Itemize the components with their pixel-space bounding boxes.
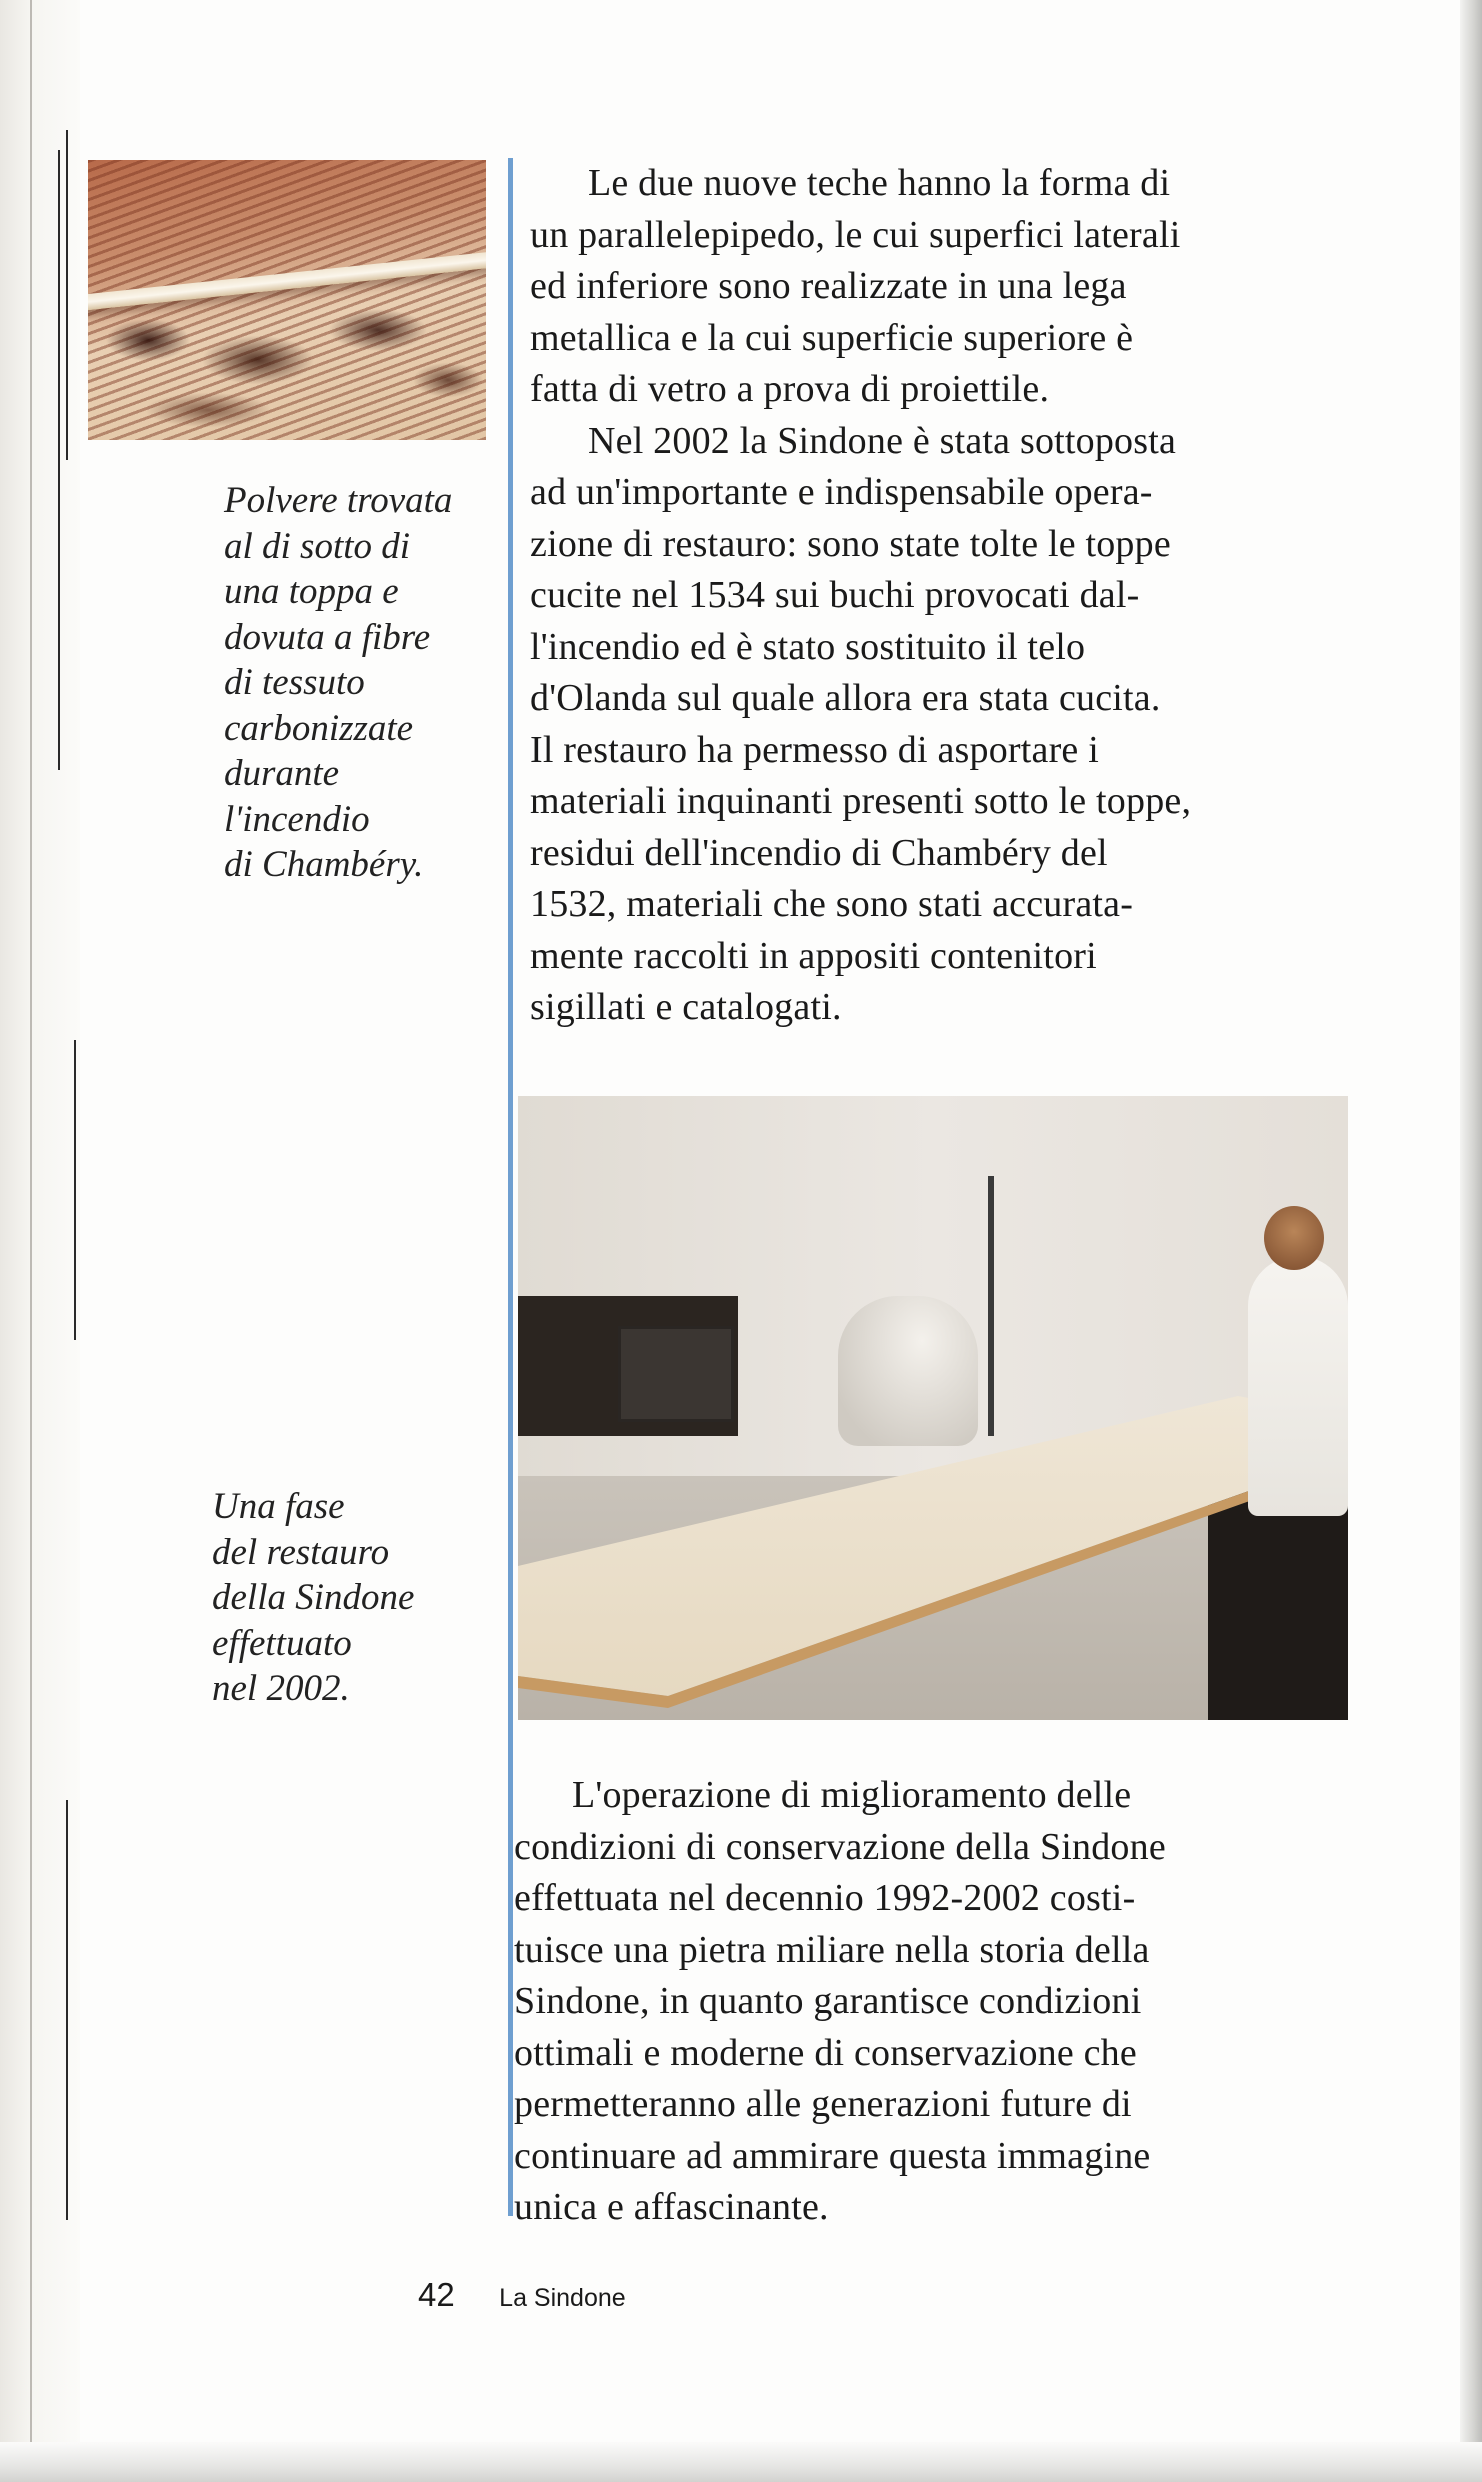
- book-spine: [0, 0, 80, 2482]
- binding-line: [66, 130, 68, 460]
- binding-line: [74, 1040, 76, 1340]
- body-text-top: [530, 158, 1362, 1034]
- binding-line: [66, 1800, 68, 2220]
- body-text-bottom: [514, 1770, 1350, 2234]
- paragraph: Le due nuove teche hanno la forma di un parallelepipedo, le cui superfici laterali ed inferiore sono realizzate in una lega metallica e la cui superficie superiore è fatta di vetro a prova di proiettile.: [530, 162, 1181, 410]
- restorer-head: [1264, 1206, 1324, 1270]
- spine-shadow-line: [30, 0, 32, 2482]
- paragraph: L'operazione di miglioramento delle condizioni di conservazione della Sindone effettuata nel decennio 1992-2002 costi- tuisce una pietra miliare nella storia della Sindone, in quanto garantisce condizioni ottimali e moderne di conservazione che permetteranno alle generazioni future di continuare ad ammirare questa immagine unica e affascinante.: [514, 1774, 1166, 2228]
- caption-restore: Una fase del restauro della Sindone effettuato nel 2002.: [212, 1486, 415, 1709]
- monitor: [618, 1326, 734, 1422]
- page-right-edge: [1460, 0, 1482, 2482]
- restoration-photo: [518, 1096, 1348, 1720]
- restorer-standing: [1248, 1256, 1348, 1516]
- paragraph: Nel 2002 la Sindone è stata sottoposta ad un'importante e indispensabile opera- zione di restauro: sono state tolte le toppe cucite nel 1534 sui buchi provocati dal- l'incendio ed è stato sostituito il telo d'Olanda sul quale allora era stata cucita. Il restauro ha permesso di asportare i materiali inquinanti presenti sotto le toppe, residui dell'incendio di Chambéry del 1532, materiali che sono stati accurata- mente raccolti in appositi contenitori sigillati e catalogati.: [530, 419, 1192, 1028]
- restorer-bending: [838, 1296, 978, 1446]
- lamp-stand: [988, 1176, 994, 1436]
- page-bottom-edge: [0, 2442, 1482, 2482]
- running-title: La Sindone: [499, 2284, 626, 2312]
- dust-photo: [88, 160, 486, 440]
- carbonized-fibres: [88, 300, 486, 440]
- caption-dust: Polvere trovata al di sotto di una toppa e dovuta a fibre di tessuto carbonizzate durante l'incendio di Chambéry.: [224, 480, 453, 885]
- page-number: 42: [418, 2276, 455, 2313]
- binding-line: [58, 150, 60, 770]
- page-footer: [418, 2276, 626, 2314]
- column-rule: [508, 158, 513, 2216]
